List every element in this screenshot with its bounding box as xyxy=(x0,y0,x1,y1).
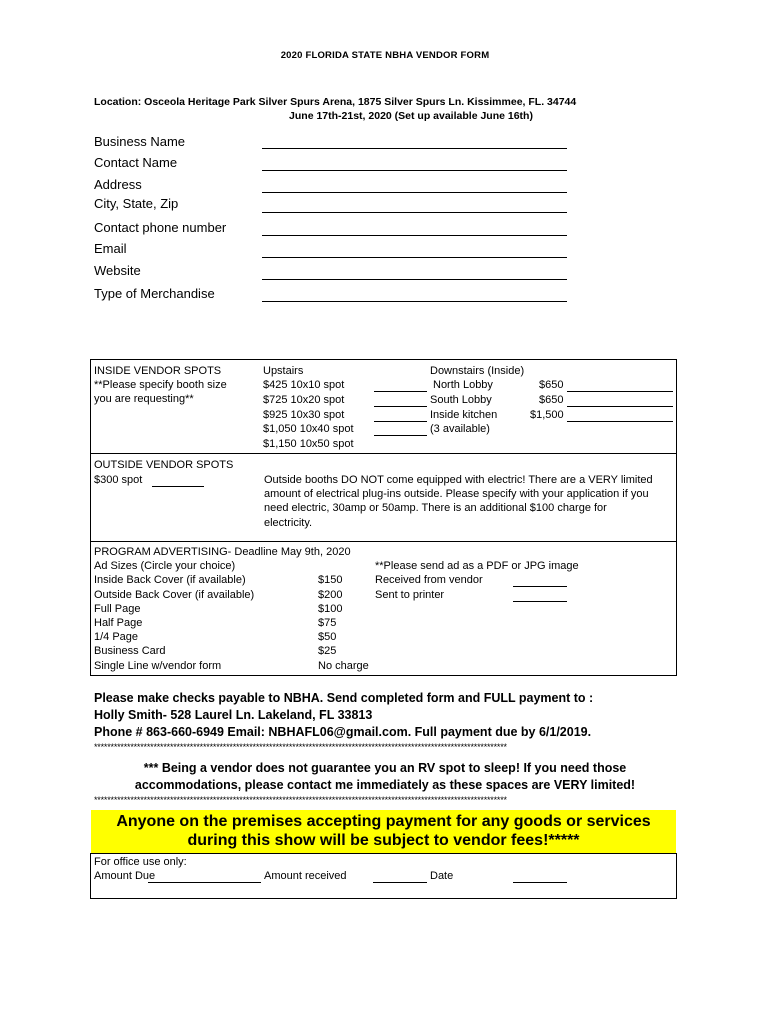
payment-contact: Phone # 863-660-6949 Email: NBHAFL06@gmail.com. Full payment due by 6/1/2019. xyxy=(94,725,592,739)
section-divider xyxy=(91,453,676,454)
outside-price: $300 spot xyxy=(94,474,143,486)
sent-field[interactable] xyxy=(513,601,567,602)
outside-note: Outside booths DO NOT come equipped with electric! There are a VERY limited xyxy=(264,474,653,486)
ad-price: $50 xyxy=(318,631,337,643)
ad-price: $25 xyxy=(318,645,337,657)
upstairs-option: $1,050 10x40 spot xyxy=(263,423,354,435)
ad-option[interactable]: Half Page xyxy=(94,617,143,629)
section-divider xyxy=(91,541,676,542)
upstairs-option: $925 10x30 spot xyxy=(263,409,345,421)
inside-heading: INSIDE VENDOR SPOTS xyxy=(94,365,222,377)
city-state-zip-field[interactable] xyxy=(262,212,567,213)
contact-name-label: Contact Name xyxy=(94,155,178,170)
downstairs-label: Downstairs (Inside) xyxy=(430,365,525,377)
business-name-field[interactable] xyxy=(262,148,567,149)
payment-address: Holly Smith- 528 Laurel Ln. Lakeland, FL 33813 xyxy=(94,708,373,722)
address-label: Address xyxy=(94,177,142,192)
page-title: 2020 FLORIDA STATE NBHA VENDOR FORM xyxy=(280,50,490,61)
advertising-heading: PROGRAM ADVERTISING- Deadline May 9th, 2020 xyxy=(94,546,351,558)
ad-sizes-label: Ad Sizes (Circle your choice) xyxy=(94,560,236,572)
upstairs-qty-field[interactable] xyxy=(374,406,427,407)
downstairs-option: North Lobby xyxy=(433,379,493,391)
address-field[interactable] xyxy=(262,192,567,193)
received-label: Received from vendor xyxy=(375,574,483,586)
banner-line: during this show will be subject to vendor fees!***** xyxy=(187,832,580,849)
ad-option[interactable]: Inside Back Cover (if available) xyxy=(94,574,246,586)
merchandise-label: Type of Merchandise xyxy=(94,286,215,301)
amount-received-field[interactable] xyxy=(373,882,427,883)
website-field[interactable] xyxy=(262,279,567,280)
ad-option[interactable]: Full Page xyxy=(94,603,141,615)
amount-received-label: Amount received xyxy=(264,870,347,882)
rv-notice: accommodations, please contact me immediately as these spaces are VERY limited! xyxy=(134,778,636,792)
stars-divider: ***************************************************************************************************************************** xyxy=(94,795,507,805)
downstairs-price: $1,500 xyxy=(530,409,564,421)
email-field[interactable] xyxy=(262,257,567,258)
rv-notice: *** Being a vendor does not guarantee you an RV spot to sleep! If you need those xyxy=(143,761,627,775)
amount-due-field[interactable] xyxy=(148,882,261,883)
outside-heading: OUTSIDE VENDOR SPOTS xyxy=(94,459,234,471)
date-label: Date xyxy=(430,870,454,882)
banner-line: Anyone on the premises accepting payment for any goods or services xyxy=(116,813,651,830)
location-line: Location: Osceola Heritage Park Silver Spurs Arena, 1875 Silver Spurs Ln. Kissimmee, FL. 34744 xyxy=(94,96,577,108)
received-field[interactable] xyxy=(513,586,567,587)
ad-price: $75 xyxy=(318,617,337,629)
ad-price: $150 xyxy=(318,574,343,586)
ad-option[interactable]: Outside Back Cover (if available) xyxy=(94,589,255,601)
downstairs-price: $650 xyxy=(539,379,564,391)
stars-divider: ***************************************************************************************************************************** xyxy=(94,742,507,752)
city-state-zip-label: City, State, Zip xyxy=(94,196,179,211)
ad-price: No charge xyxy=(318,660,369,672)
outside-note: electricity. xyxy=(264,517,313,529)
downstairs-option: Inside kitchen xyxy=(430,409,498,421)
email-label: Email xyxy=(94,241,127,256)
office-use-label: For office use only: xyxy=(94,856,187,868)
dates-line: June 17th-21st, 2020 (Set up available June 16th) xyxy=(289,110,533,122)
upstairs-qty-field[interactable] xyxy=(374,435,427,436)
sent-label: Sent to printer xyxy=(375,589,445,601)
website-label: Website xyxy=(94,263,141,278)
ad-price: $200 xyxy=(318,589,343,601)
downstairs-option: South Lobby xyxy=(430,394,492,406)
merchandise-field[interactable] xyxy=(262,301,567,302)
phone-field[interactable] xyxy=(262,235,567,236)
business-name-label: Business Name xyxy=(94,134,186,149)
phone-label: Contact phone number xyxy=(94,220,227,235)
inside-note: you are requesting** xyxy=(94,393,194,405)
date-field[interactable] xyxy=(513,882,567,883)
outside-note: amount of electrical plug-ins outside. Please specify with your application if you xyxy=(264,488,649,500)
amount-due-label: Amount Due xyxy=(94,870,156,882)
upstairs-qty-field[interactable] xyxy=(374,421,427,422)
outside-note: need electric, 30amp or 50amp. There is an additional $100 charge for xyxy=(264,502,607,514)
downstairs-qty-field[interactable] xyxy=(567,391,673,392)
downstairs-price: $650 xyxy=(539,394,564,406)
upstairs-option: $725 10x20 spot xyxy=(263,394,345,406)
ad-price: $100 xyxy=(318,603,343,615)
downstairs-qty-field[interactable] xyxy=(567,406,673,407)
inside-note: **Please specify booth size xyxy=(94,379,227,391)
ad-option[interactable]: 1/4 Page xyxy=(94,631,139,643)
outside-qty-field[interactable] xyxy=(152,486,204,487)
upstairs-option: $425 10x10 spot xyxy=(263,379,345,391)
downstairs-qty-field[interactable] xyxy=(567,421,673,422)
pdf-note: **Please send ad as a PDF or JPG image xyxy=(375,560,579,572)
upstairs-option: $1,150 10x50 spot xyxy=(263,438,354,450)
vendor-fee-banner xyxy=(91,810,676,853)
kitchen-note: (3 available) xyxy=(430,423,490,435)
payment-line: Please make checks payable to NBHA. Send completed form and FULL payment to : xyxy=(94,691,594,705)
ad-option[interactable]: Business Card xyxy=(94,645,166,657)
ad-option[interactable]: Single Line w/vendor form xyxy=(94,660,222,672)
upstairs-label: Upstairs xyxy=(263,365,304,377)
upstairs-qty-field[interactable] xyxy=(374,391,427,392)
contact-name-field[interactable] xyxy=(262,170,567,171)
